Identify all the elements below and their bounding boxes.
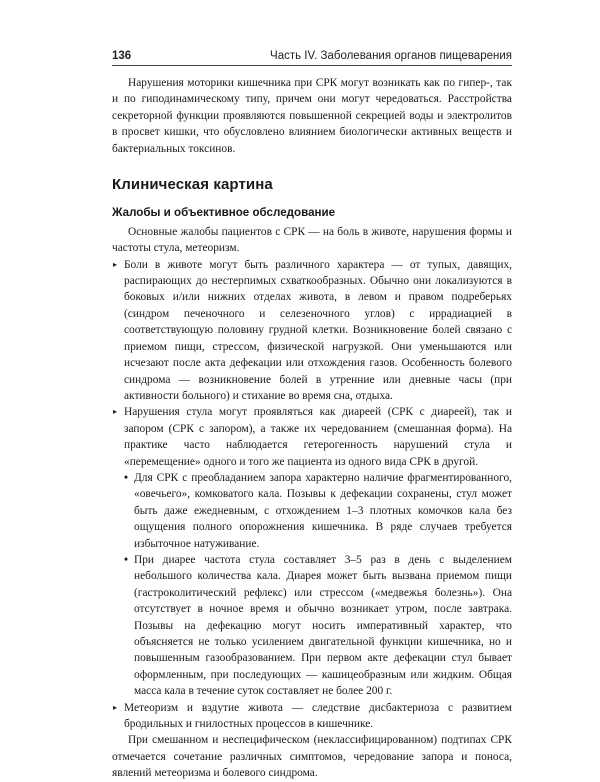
- running-header: [112, 50, 512, 62]
- list-item-text: Метеоризм и вздутие живота — следствие дисбактериоза с развитием бродильных и гнилостных процессов в кишечнике.: [124, 701, 512, 731]
- list-item-text: Нарушения стула могут проявляться как диареей (СРК с диареей), так и запором (СРК с запором), а также их чередованием (смешанная форма). На практике часто наблюдается гетерогенность нарушений стула и «перемещение» одного и того же пациента из одного вида СРК в другой.: [124, 406, 512, 468]
- list-item: [112, 257, 512, 405]
- sub-list-item-text: При диарее частота стула составляет 3–5 раз в день с выделением небольшого количества кала. Диарея может быть вызвана приемом пищи (гастроколитический рефлекс) или стрессом («медвежья болезнь»). Она отсутствует в ночное время и обычно возникает утром, после завтрака. Позывы на дефекацию могут носить императивный характер, что объясняется не только усилением двигательной функции кишечника, но и повышенным газообразованием. При первом акте дефекации стул бывает оформленным, при последующих — кашицеобразным или жидким. Общая масса кала в течение суток составляет не более 200 г.: [134, 553, 512, 698]
- sub-bullet-marker-icon: •: [124, 553, 128, 566]
- stool-subtypes-list: [124, 470, 512, 700]
- subsection-heading: Жалобы и объективное обследование: [112, 206, 336, 220]
- bullet-marker-icon: ▸: [113, 702, 118, 712]
- page-body: [112, 75, 512, 782]
- bullet-marker-icon: ▸: [113, 407, 118, 417]
- complaints-list: [112, 257, 512, 733]
- sub-bullet-marker-icon: •: [124, 471, 128, 484]
- sub-list-item: [124, 470, 512, 552]
- list-item: [112, 700, 512, 733]
- list-item-text: Боли в животе могут быть различного характера — от тупых, давящих, распирающих до нестерпимых схваткообразных. Обычно они локализуются в боковых и/или нижних отделах живота, в левом и правом подреберьях (синдром печеночного и селезеночного углов) с иррадиацией в соответствующую половину грудной клетки. Возникновение болей связано с приемом пищи, стрессом, физической нагрузкой. Они уменьшаются или исчезают после акта дефекации или отхождения газов. Особенность болевого синдрома — возникновение болей в утренние или дневные часы (при активности больного) и стихание во время сна, отдыха.: [124, 258, 512, 402]
- page-number: 136: [112, 50, 132, 62]
- running-title: Часть IV. Заболевания органов пищеварения: [270, 50, 512, 62]
- section-heading: Клиническая картина: [112, 176, 273, 194]
- sub-list-item-text: Для СРК с преобладанием запора характерно наличие фрагментированного, «овечьего», комковатого кала. Позывы к дефекации сохранены, стул может быть даже ежедневным, с отхождением 1–3 плотных комочков кала без ощущения полного опорожнения кишечника. В ряде случаев требуется избыточное натуживание.: [134, 471, 512, 550]
- lead-paragraph: Основные жалобы пациентов с СРК — на боль в животе, нарушения формы и частоты стула, метеоризм.: [112, 225, 512, 255]
- closing-paragraph: При смешанном и неспецифическом (неклассифицированном) подтипах СРК отмечается сочетание различных симптомов, чередование запора и поноса, явлений метеоризма и болевого синдрома.: [112, 734, 512, 780]
- header-rule: [112, 65, 512, 66]
- bullet-marker-icon: ▸: [113, 259, 118, 269]
- intro-paragraph: Нарушения моторики кишечника при СРК могут возникать как по гипер-, так и по гиподинамическому типу, причем они могут чередоваться. Расстройства секреторной функции проявляются повышенной секрецией воды и электролитов в просвет кишки, что обусловлено влиянием биологически активных веществ и бактериальных токсинов.: [112, 77, 512, 155]
- sub-list-item: [124, 552, 512, 700]
- list-item: [112, 404, 512, 699]
